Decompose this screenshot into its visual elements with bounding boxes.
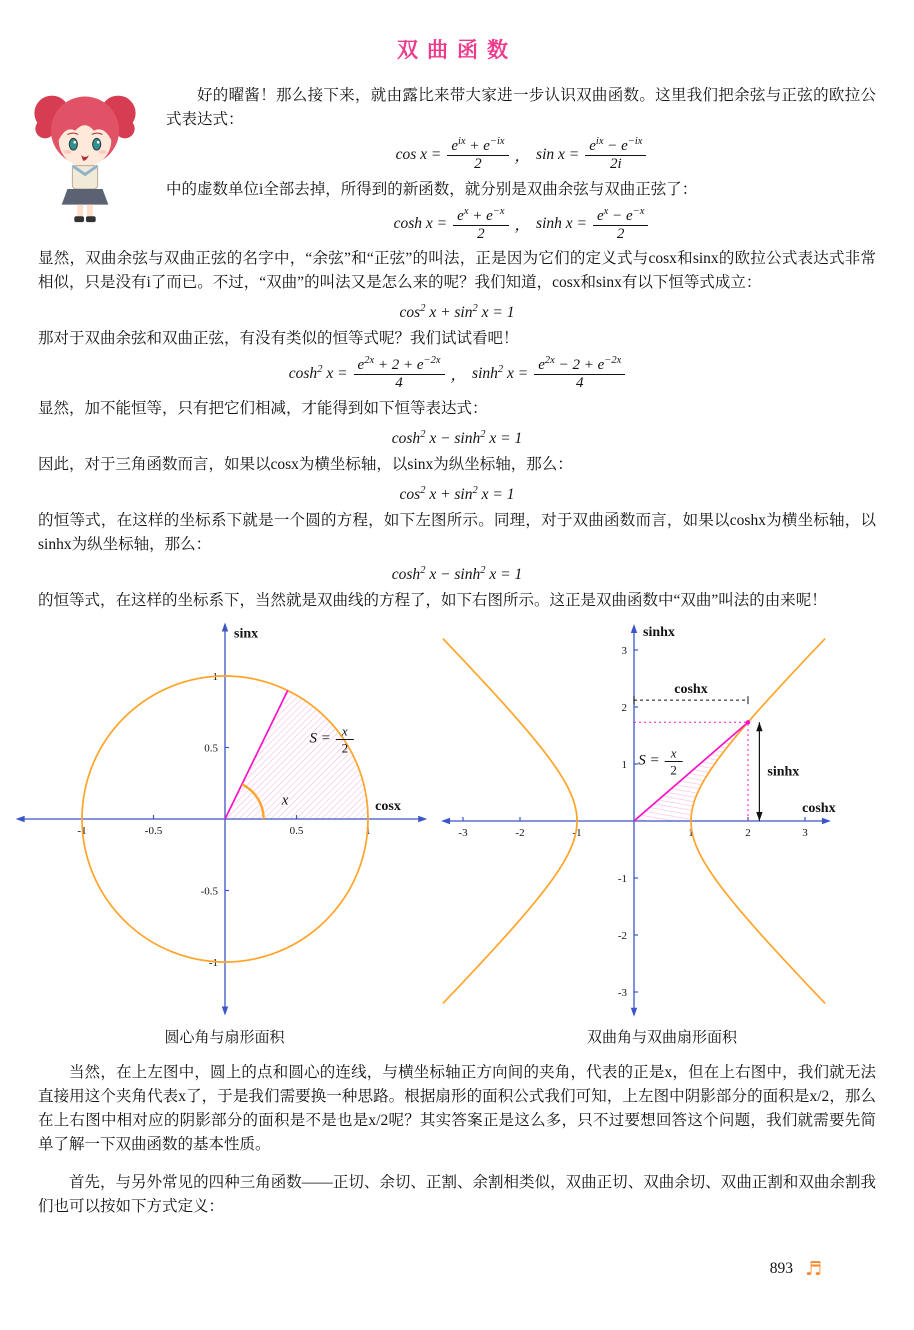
formula-circle-equation: $\cos^2 x + \sin^2 x = 1$ — [399, 484, 515, 503]
formula-lhs: sin x = — [536, 145, 580, 163]
svg-text:-2: -2 — [515, 827, 525, 840]
svg-text:2: 2 — [621, 702, 627, 715]
svg-text:S =: S = — [638, 752, 660, 769]
figures-row — [12, 619, 902, 1047]
paragraph: 当然，在上左图中，圆上的点和圆心的连线，与横坐标轴正方向间的夹角，代表的正是x，但在上右图中，我们就无法直接用这个夹角代表x了，于是我们需要换一种思路。根据扇形的面积公式我们可知，上左图中阴影部分的面积是x/2，那么在上右图中相对应的阴影部分的面积是不是也是x/2呢？其实答案正是这么多，只不过要想回答这个问题，我们就需要先简单了解一下双曲函数的基本性质。 — [38, 1064, 876, 1154]
figure-circle-sector — [12, 619, 437, 1047]
formula-lhs: cosh x = — [393, 215, 448, 233]
svg-text:-2: -2 — [617, 930, 627, 943]
svg-text:x: x — [341, 723, 348, 739]
formula-lhs: $\sinh^2 x$ = — [472, 364, 529, 383]
paragraph: 那对于双曲余弦和双曲正弦，有没有类似的恒等式呢？我们试试看吧！ — [38, 330, 519, 348]
fraction: $\frac{e^x + e^{-x}}{2}$ — [453, 206, 508, 244]
paragraph: 显然，双曲余弦与双曲正弦的名字中，“余弦”和“正弦”的叫法，正是因为它们的定义式与cosx和sinx的欧拉公式表达式非常相似，只是没有i了而已。不过，“双曲”的叫法又是怎么来的呢？我们知道，cosx和sinx有以下恒等式成立： — [38, 250, 876, 291]
circle-sector-plot — [12, 619, 437, 1019]
formula-lhs: $\cosh^2 x$ = — [288, 364, 348, 383]
fraction: $\frac{e^{ix} - e^{-ix}}{2i}$ — [585, 136, 646, 174]
svg-text:sinhx: sinhx — [643, 624, 675, 640]
svg-text:0.5: 0.5 — [204, 742, 218, 755]
formula-hyperbolic-identity: $\cosh^2 x - \sinh^2 x = 1$ — [391, 428, 523, 447]
svg-text:-0.5: -0.5 — [200, 885, 218, 898]
svg-text:-1: -1 — [572, 827, 582, 840]
svg-text:2: 2 — [341, 740, 349, 756]
svg-text:3: 3 — [621, 645, 627, 658]
fraction: $\frac{e^x - e^{-x}}{2}$ — [593, 206, 648, 244]
svg-text:0.5: 0.5 — [289, 825, 304, 838]
page-footer — [770, 1258, 822, 1280]
figure-hyperbolic-sector — [437, 619, 887, 1047]
hyperbolic-sector-plot — [437, 619, 887, 1019]
svg-text:-1: -1 — [617, 873, 627, 886]
formula-cosh-sinh-definition — [166, 206, 876, 244]
figure-caption: 圆心角与扇形面积 — [164, 1030, 285, 1047]
paragraph: 因此，对于三角函数而言，如果以cosx为横坐标轴，以sinx为纵坐标轴，那么： — [38, 455, 573, 473]
svg-text:1: 1 — [365, 825, 371, 838]
svg-text:coshx: coshx — [802, 801, 836, 817]
formula-lhs: sinh x = — [536, 215, 587, 233]
svg-text:-3: -3 — [458, 827, 468, 840]
formula-pythagorean-identity: $\cos^2 x + \sin^2 x = 1$ — [399, 303, 515, 322]
fraction: $\frac{e^{2x} - 2 + e^{-2x}}{4}$ — [534, 355, 625, 393]
paragraph-intro: 好的曜酱！那么接下来，就由露比来带大家进一步认识双曲函数。这里我们把余弦与正弦的欧拉公式表达式： — [166, 87, 876, 128]
formula-squared-expansions — [38, 355, 876, 393]
svg-text:-1: -1 — [77, 825, 87, 838]
formula-separator: ， — [514, 217, 531, 235]
svg-text:-0.5: -0.5 — [144, 825, 163, 838]
figure-caption: 双曲角与双曲扇形面积 — [586, 1030, 737, 1047]
paragraph: 中的虚数单位i全部去掉，所得到的新函数，就分别是双曲余弦与双曲正弦了： — [166, 180, 698, 198]
svg-text:cosx: cosx — [375, 799, 401, 815]
svg-text:3: 3 — [802, 827, 808, 840]
formula-separator: ， — [450, 366, 467, 384]
svg-text:-1: -1 — [208, 957, 218, 970]
svg-text:1: 1 — [621, 759, 627, 772]
paragraph: 的恒等式，在这样的坐标系下就是一个圆的方程，如下左图所示。同理，对于双曲函数而言，如果以coshx为横坐标轴，以sinhx为纵坐标轴，那么： — [38, 511, 876, 553]
paragraph: 显然，加不能恒等，只有把它们相减，才能得到如下恒等表达式： — [38, 399, 488, 417]
svg-text:1: 1 — [688, 827, 694, 840]
svg-text:sinx: sinx — [234, 626, 259, 642]
formula-lhs: cos x = — [395, 145, 442, 163]
svg-text:x: x — [281, 792, 289, 809]
paragraph: 首先，与另外常见的四种三角函数——正切、余切、正割、余割相类似，双曲正切、双曲余切、双曲正割和双曲余割我们也可以按如下方式定义： — [38, 1174, 876, 1216]
svg-text:coshx: coshx — [674, 682, 708, 698]
formula-euler — [166, 136, 876, 174]
page-title: 双曲函数 — [397, 38, 517, 62]
svg-text:-3: -3 — [617, 987, 627, 1000]
document-page — [0, 34, 914, 1330]
svg-text:x: x — [670, 745, 677, 761]
formula-separator: ， — [514, 147, 531, 165]
svg-text:2: 2 — [670, 762, 677, 778]
paragraph: 的恒等式，在这样的坐标系下，当然就是双曲线的方程了，如下右图所示。这正是双曲函数中“双曲”叫法的由来呢！ — [38, 592, 827, 610]
formula-hyperbola-equation: $\cosh^2 x - \sinh^2 x = 1$ — [391, 564, 523, 584]
fraction: $\frac{e^{2x} + 2 + e^{-2x}}{4}$ — [354, 355, 445, 393]
svg-text:S =: S = — [309, 730, 331, 747]
svg-text:2: 2 — [745, 827, 751, 840]
page-number: 893 — [769, 1260, 793, 1277]
avatar-image — [26, 80, 144, 226]
music-note-icon: ♬ — [804, 1258, 822, 1280]
svg-text:1: 1 — [212, 671, 218, 684]
fraction: $\frac{e^{ix} + e^{-ix}}{2}$ — [447, 136, 508, 174]
svg-text:sinhx: sinhx — [767, 764, 800, 780]
avatar — [26, 80, 144, 226]
